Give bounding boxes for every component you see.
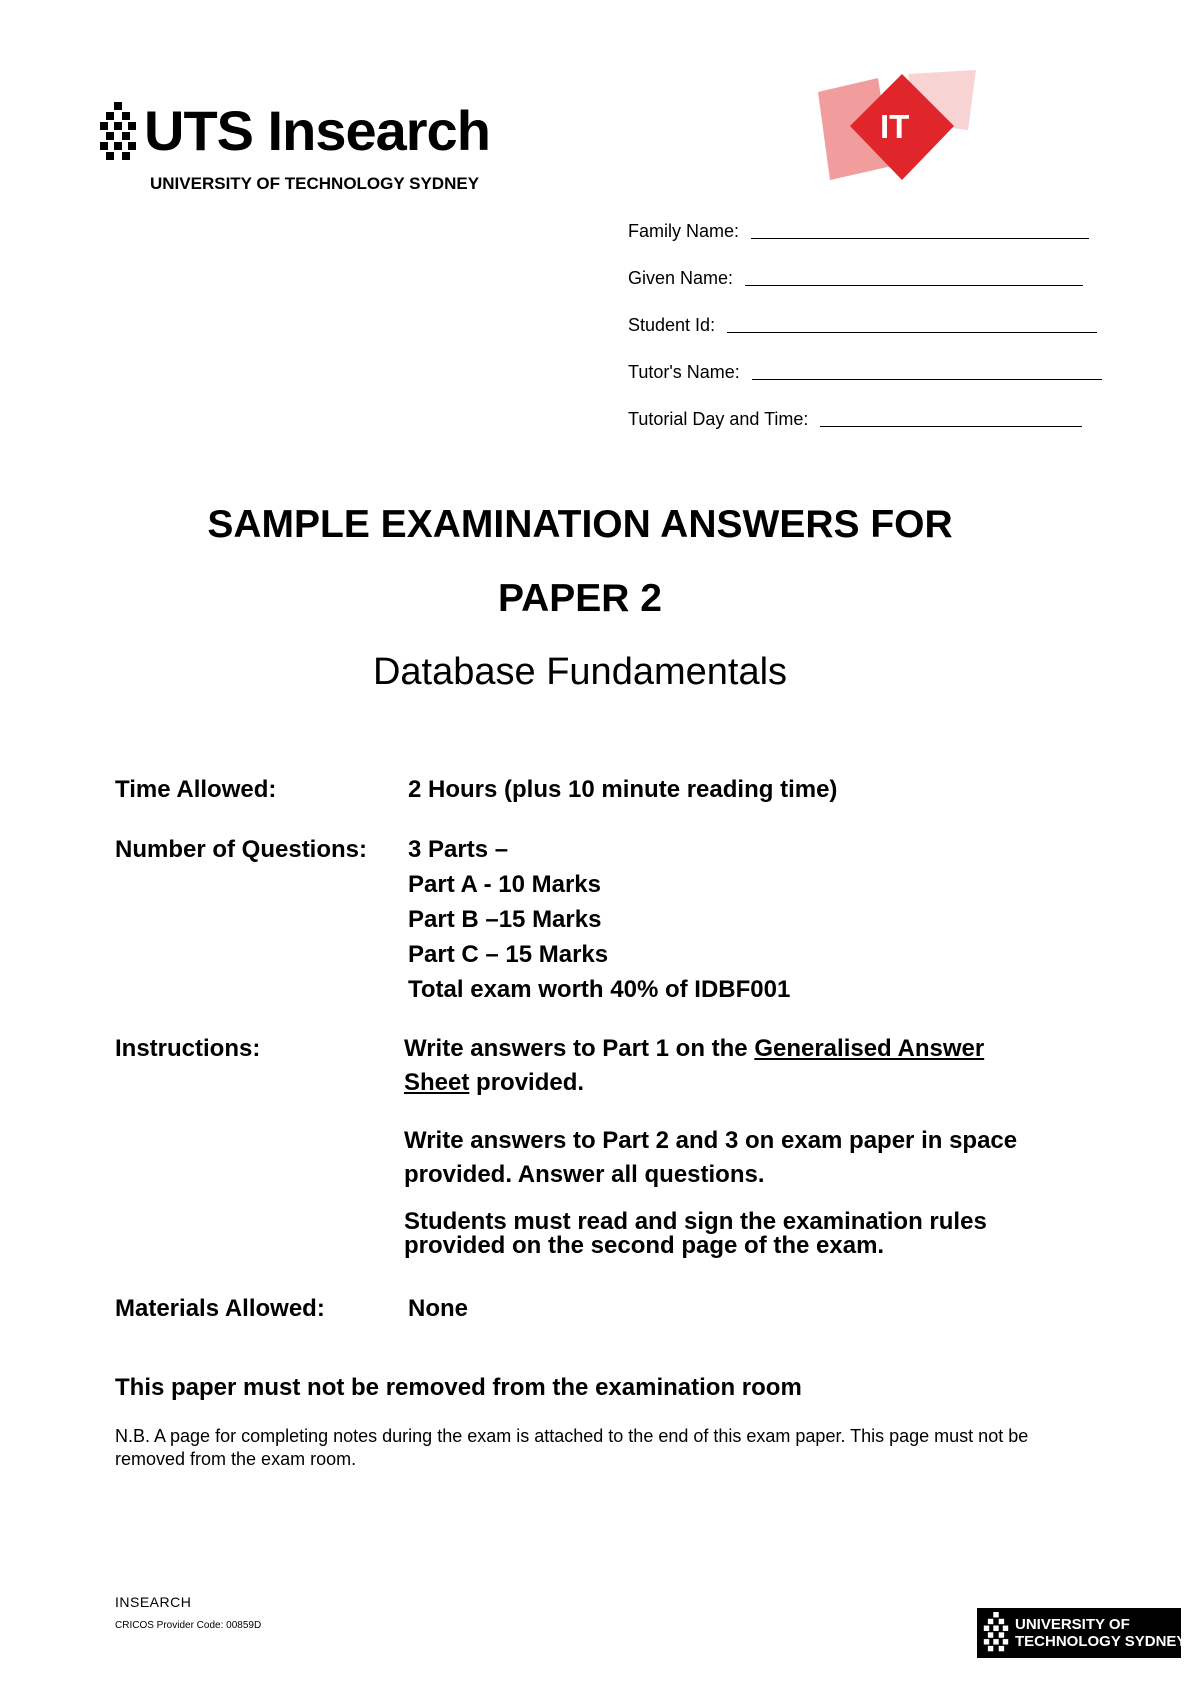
student-id-field[interactable]: [628, 310, 1097, 336]
questions-line: 3 Parts –: [408, 836, 509, 863]
tutor-name-field[interactable]: [628, 357, 1102, 383]
uts-crest-icon: [100, 102, 136, 164]
instruction-exam-rules: Students must read and sign the examination rules provided on the second page of the exam.: [404, 1208, 987, 1259]
uts-crest-icon: [983, 1612, 1009, 1654]
logo-title: UTS Insearch: [144, 99, 490, 162]
instruction-text: Write answers to Part 1 on the: [404, 1035, 755, 1062]
paper-number: PAPER 2: [498, 577, 662, 620]
uts-footer-logo: [977, 1608, 1187, 1658]
given-name-field[interactable]: [628, 263, 1083, 289]
badge-label: IT: [880, 108, 910, 145]
materials-label: Materials Allowed:: [115, 1295, 325, 1322]
instructions-label: Instructions:: [115, 1035, 261, 1062]
logo-subtitle: UNIVERSITY OF TECHNOLOGY SYDNEY: [150, 174, 480, 193]
subject-name: Database Fundamentals: [372, 651, 788, 693]
time-allowed-value: 2 Hours (plus 10 minute reading time): [408, 776, 838, 803]
given-name-line[interactable]: [745, 285, 1083, 286]
questions-line: Part A - 10 Marks: [408, 871, 601, 898]
uts-footer-line2: TECHNOLOGY SYDNEY: [1015, 1633, 1187, 1650]
instruction-exam-paper: Write answers to Part 2 and 3 on exam paper in space provided. Answer all questions.: [404, 1127, 1018, 1188]
questions-line: Part C – 15 Marks: [408, 941, 609, 968]
page-title: SAMPLE EXAMINATION ANSWERS FOR: [207, 503, 953, 546]
tutorial-label: Tutorial Day and Time:: [628, 409, 809, 429]
notes-page-nb: N.B. A page for completing notes during the exam is attached to the end of this exam paper. This page must not be removed from the exam room.: [115, 1426, 1029, 1469]
it-badge: [818, 70, 978, 192]
instruction-text: provided.: [469, 1069, 585, 1096]
answer-sheet-link: Generalised Answer Sheet: [404, 1035, 985, 1096]
family-name-line[interactable]: [751, 238, 1089, 239]
given-name-label: Given Name:: [628, 268, 734, 288]
student-id-line[interactable]: [727, 332, 1097, 333]
uts-insearch-logo: [100, 98, 520, 198]
time-allowed-label: Time Allowed:: [115, 776, 277, 803]
removal-notice: This paper must not be removed from the examination room: [115, 1374, 802, 1401]
uts-footer-line1: UNIVERSITY OF: [1015, 1616, 1130, 1633]
tutor-name-label: Tutor's Name:: [628, 362, 740, 382]
family-name-label: Family Name:: [628, 221, 740, 241]
tutor-name-line[interactable]: [752, 379, 1102, 380]
materials-value: None: [408, 1295, 468, 1322]
tutorial-field[interactable]: [628, 404, 1082, 430]
footer-org: INSEARCH: [115, 1594, 192, 1610]
instruction-answer-sheet: [404, 1032, 1024, 1100]
tutorial-line[interactable]: [820, 426, 1082, 427]
cricos-code: CRICOS Provider Code: 00859D: [115, 1620, 262, 1631]
questions-line: Total exam worth 40% of IDBF001: [408, 976, 791, 1003]
student-id-label: Student Id:: [628, 315, 716, 335]
questions-line: Part B –15 Marks: [408, 906, 602, 933]
family-name-field[interactable]: [628, 216, 1089, 242]
questions-label: Number of Questions:: [115, 836, 368, 863]
